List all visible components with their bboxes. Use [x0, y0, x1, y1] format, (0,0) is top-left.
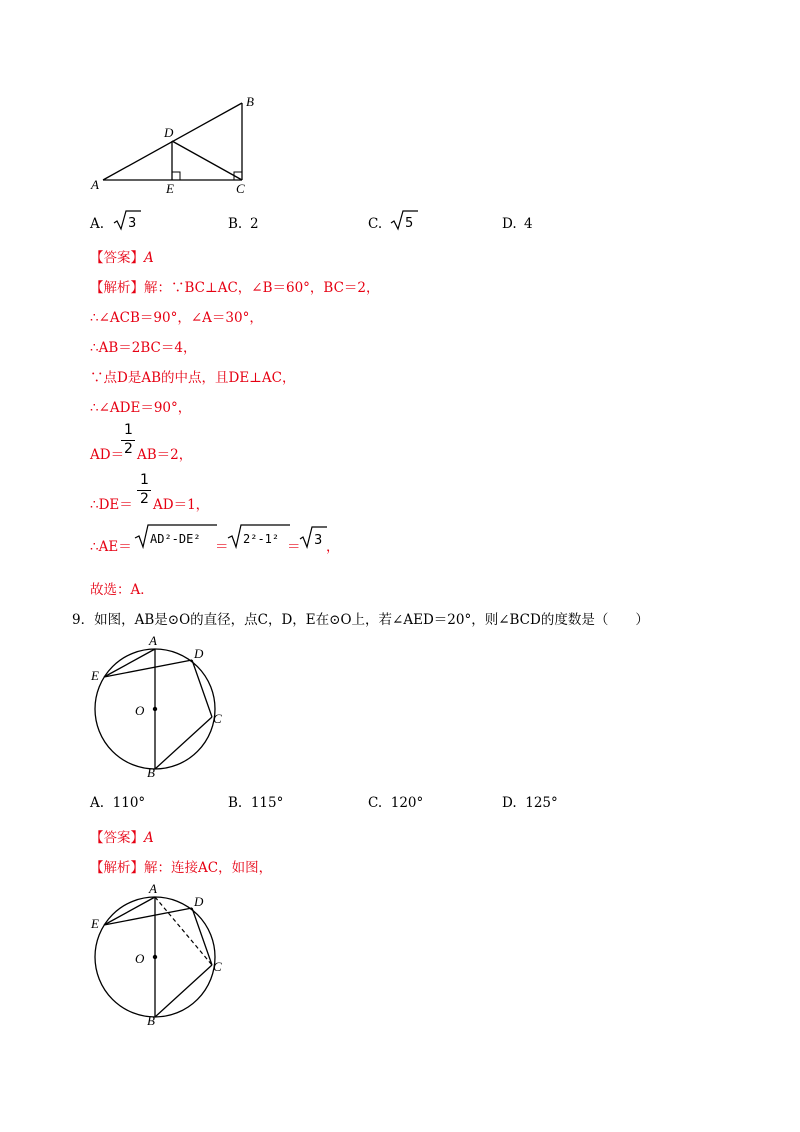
q9-circle-figure-with-ac: [0, 868, 300, 1038]
analysis-text: 解：连接AC，如图，: [144, 860, 273, 876]
label-A: A: [149, 633, 157, 648]
radicand-3: 3: [314, 533, 323, 548]
label-B: B: [147, 765, 155, 780]
segment-DC: [172, 141, 242, 180]
label-D: D: [164, 125, 174, 140]
q8-option-b-letter: B.: [228, 216, 243, 232]
label-C: C: [213, 711, 222, 726]
analysis-tag: 【解析】: [90, 860, 144, 876]
right-angle-mark-E: [172, 172, 180, 180]
analysis-tag: 【解析】: [90, 280, 144, 296]
q8-analysis-line-1: [90, 276, 380, 296]
q9-stem-text: 如图，AB是⊙O的直径，点C，D，E在⊙O上，若∠AED＝20°，则∠BCD的度数是（ ）: [94, 612, 649, 628]
chord-AE: [104, 649, 155, 677]
label-E: E: [91, 916, 99, 931]
fraction-denominator: 2: [124, 441, 133, 457]
q9-option-b: B. 115°: [228, 795, 284, 811]
line8-eq2: ＝: [287, 539, 301, 555]
q8-option-d-value: 4: [524, 216, 533, 232]
label-O: O: [135, 703, 145, 718]
q8-option-d-letter: D.: [502, 216, 517, 232]
radicand-2: 2²-1²: [243, 532, 280, 546]
q9-option-c: C. 120°: [368, 795, 424, 811]
q9-option-a: A. 110°: [90, 795, 146, 811]
fraction-numerator: 1: [140, 472, 149, 488]
q8-analysis-line-4: ∵点D是AB的中点，且DE⊥AC，: [90, 370, 296, 386]
line8-eq1: ＝: [215, 539, 229, 555]
center-point: [153, 707, 157, 711]
q9-answer: [90, 826, 154, 846]
q8-triangle-figure: [0, 0, 800, 200]
label-E: E: [166, 181, 174, 196]
q8-option-a-letter: A.: [90, 216, 105, 232]
q8-answer: [90, 246, 154, 266]
line7-pre: ∴DE＝: [90, 497, 133, 513]
center-point: [153, 955, 157, 959]
fraction-numerator: 1: [124, 422, 133, 438]
q8-choice-line: 故选：A．: [90, 582, 154, 598]
answer-value: A: [144, 250, 154, 266]
q8-analysis-line-5: ∴∠ADE＝90°，: [90, 400, 192, 416]
q9-circle-figure: [0, 620, 300, 790]
label-B: B: [147, 1013, 155, 1028]
answer-tag: 【答案】: [90, 250, 144, 266]
line8-end: ，: [326, 539, 340, 555]
line7-post: AD＝1，: [153, 497, 210, 513]
chord-AE: [104, 897, 155, 925]
label-A: A: [149, 881, 157, 896]
label-O: O: [135, 951, 145, 966]
answer-tag: 【答案】: [90, 830, 144, 846]
q9-option-d: D. 125°: [502, 795, 558, 811]
radical-icon: [389, 208, 419, 232]
label-D: D: [194, 646, 204, 661]
line6-post: AB＝2，: [137, 447, 193, 463]
line6-pre: AD＝: [90, 447, 125, 463]
radical-icon: [298, 524, 328, 550]
radical-icon: [226, 522, 292, 550]
q8-option-a-value: 3: [128, 216, 137, 231]
analysis-text: 解：∵BC⊥AC，∠B＝60°，BC＝2，: [144, 280, 380, 296]
label-C: C: [236, 181, 245, 196]
q8-analysis-line-3: ∴AB＝2BC＝4，: [90, 340, 197, 356]
q8-option-c-letter: C.: [368, 216, 383, 232]
dashed-AC: [155, 897, 212, 965]
answer-value: A: [144, 830, 154, 846]
label-A: A: [91, 177, 99, 192]
label-B: B: [246, 94, 254, 109]
label-D: D: [194, 894, 204, 909]
q9-number: 9．: [72, 612, 95, 628]
chord-DC: [192, 660, 212, 717]
radical-icon: [133, 522, 219, 550]
fraction-denominator: 2: [140, 491, 149, 507]
q8-option-c-value: 5: [405, 216, 414, 231]
radicand-1: AD²-DE²: [150, 532, 201, 546]
label-E: E: [91, 668, 99, 683]
radical-icon: [112, 208, 142, 232]
line8-pre: ∴AE＝: [90, 539, 132, 555]
q8-analysis-line-2: ∴∠ACB＝90°，∠A＝30°，: [90, 310, 263, 326]
chord-DC: [192, 908, 212, 965]
label-C: C: [213, 959, 222, 974]
q8-option-b-value: 2: [250, 216, 259, 232]
